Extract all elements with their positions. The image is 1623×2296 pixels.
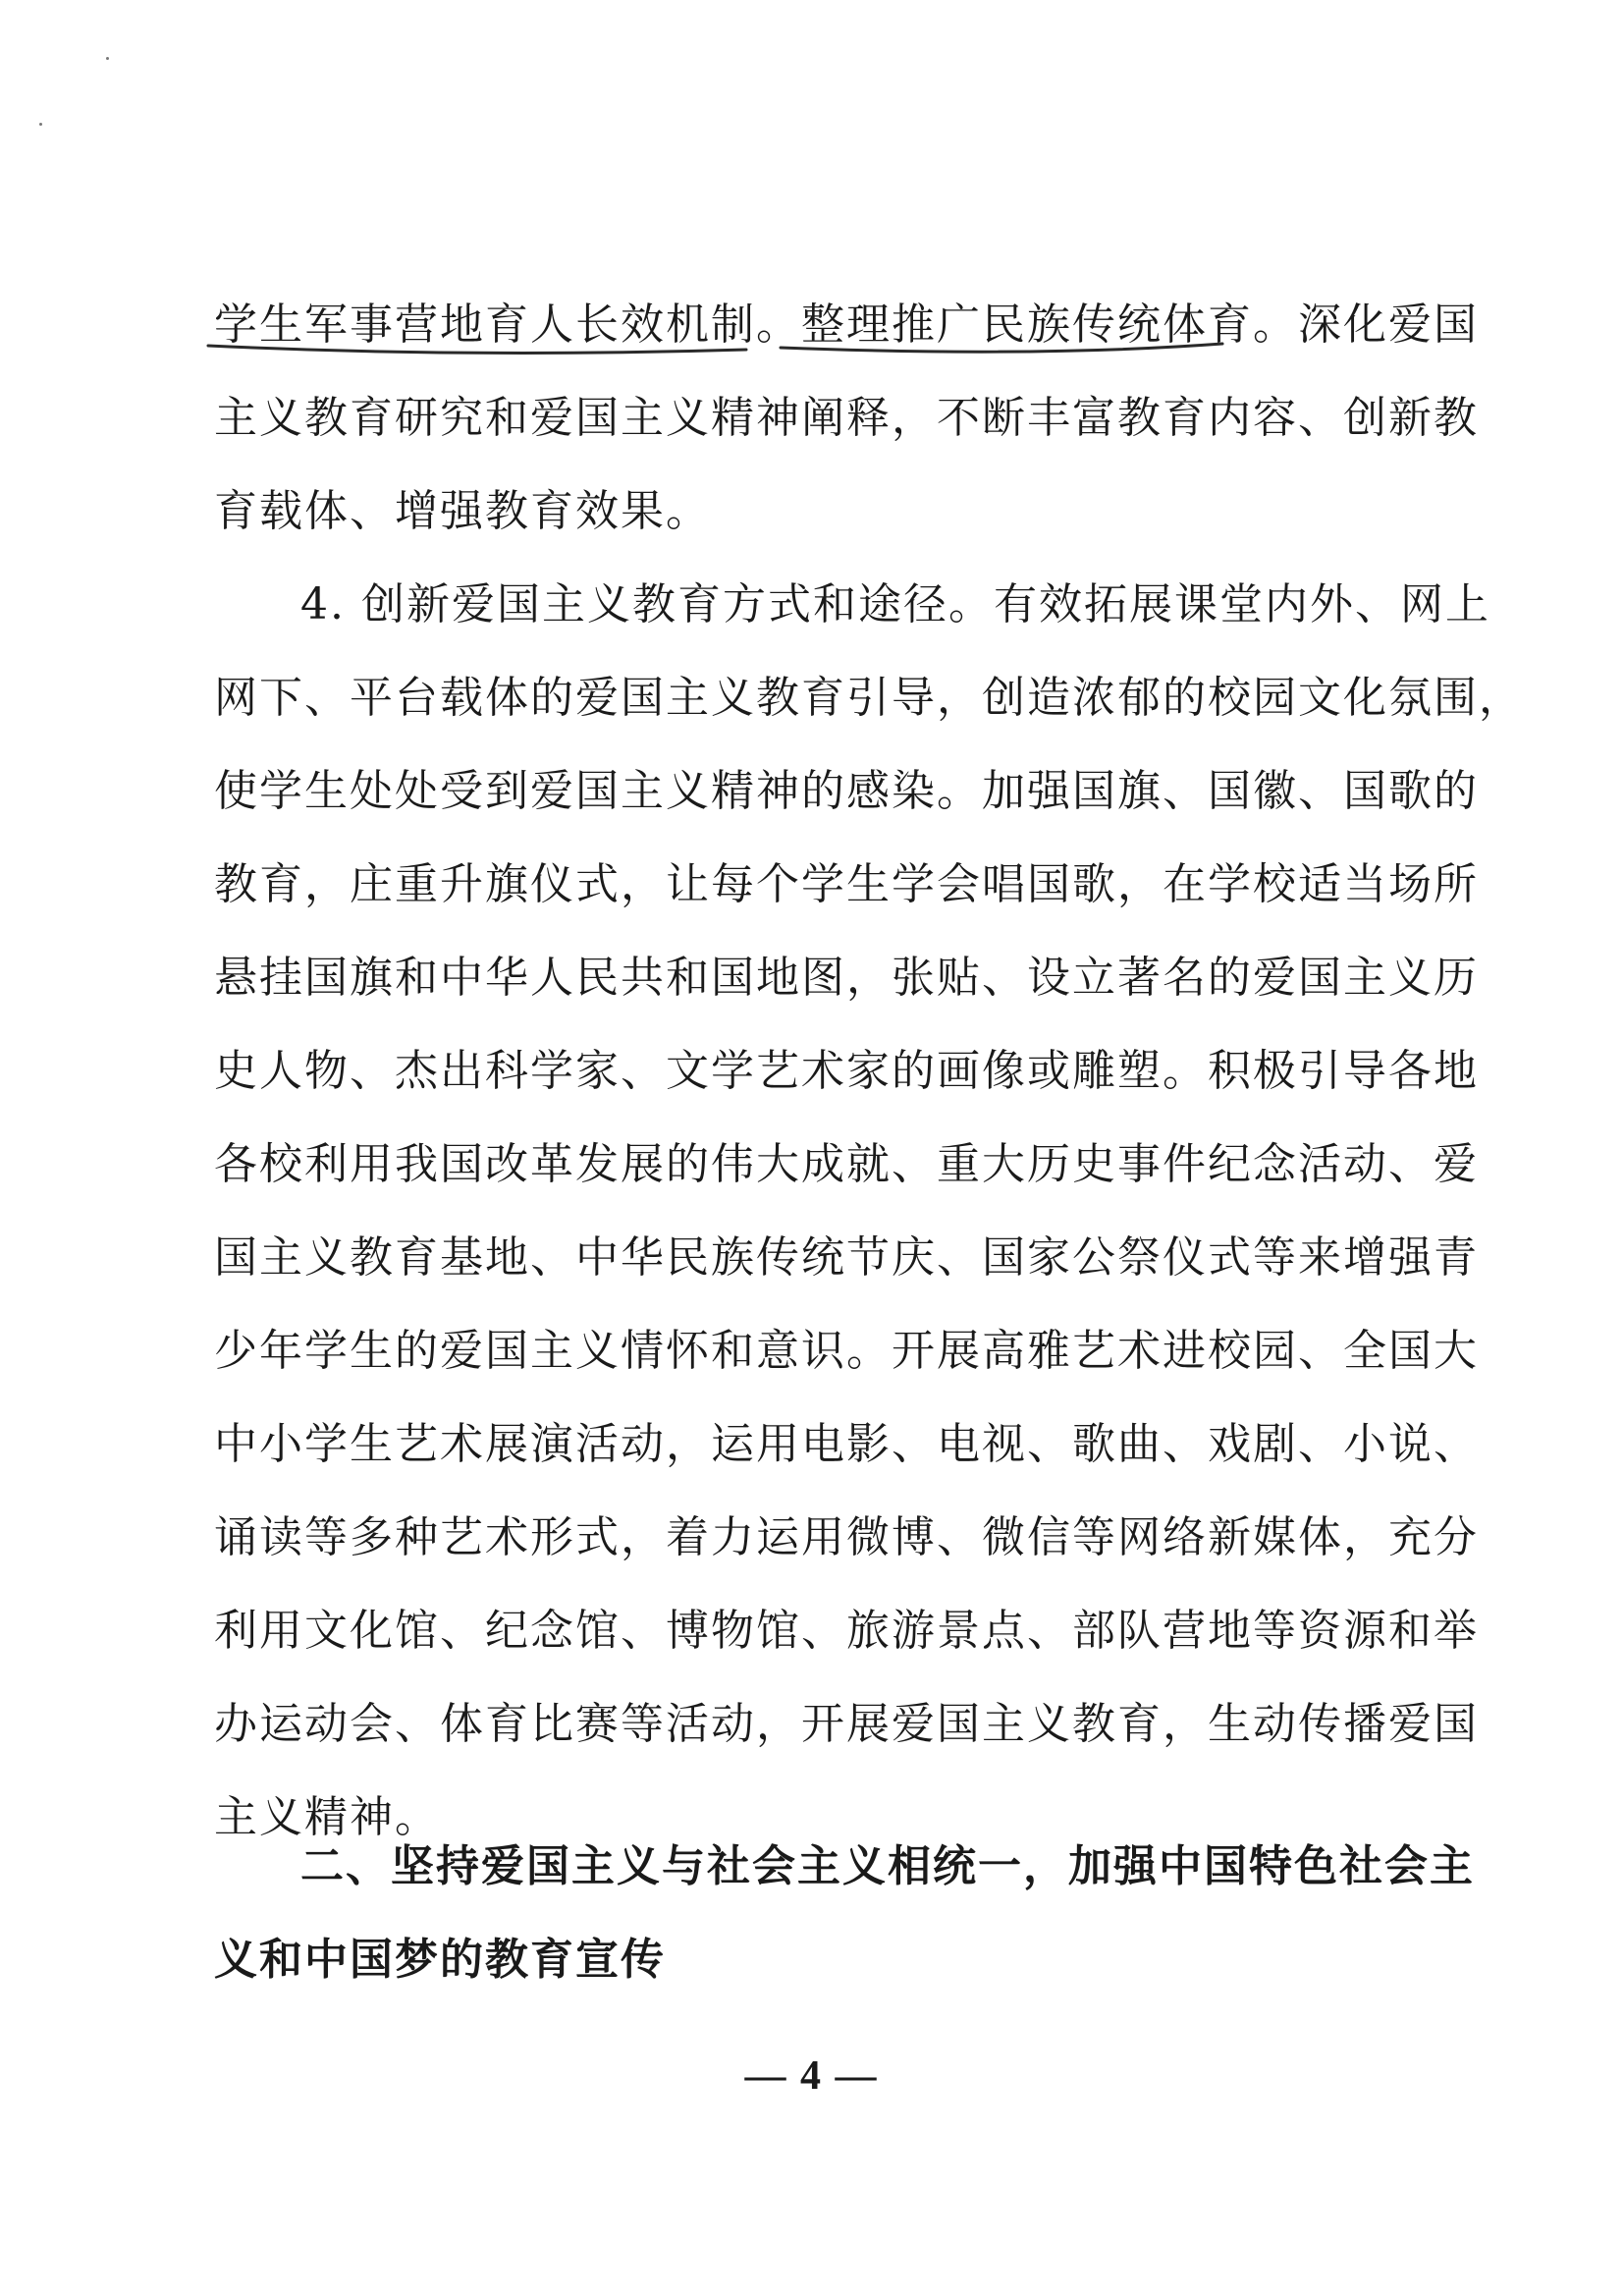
section-heading — [214, 1820, 1475, 2006]
page-number: — 4 — — [744, 2053, 879, 2099]
text-line: 各校利用我国改革发展的伟大成就、重大历史事件纪念活动、爱 — [214, 1139, 1479, 1189]
text-line: 学生军事营地育人长效机制。整理推广民族传统体育。深化爱国 — [214, 300, 1479, 350]
text-line: 网下、平台载体的爱国主义教育引导，创造浓郁的校园文化氛围， — [214, 673, 1524, 723]
heading-line: 二、坚持爱国主义与社会主义相统一，加强中国特色社会主 — [300, 1841, 1475, 1891]
heading-line: 义和中国梦的教育宣传 — [214, 1935, 666, 1985]
text-line: 诵读等多种艺术形式，着力运用微博、微信等网络新媒体，充分 — [214, 1512, 1479, 1562]
paragraph-continuation — [214, 278, 1479, 558]
text-line: 教育，庄重升旗仪式，让每个学生学会唱国歌，在学校适当场所 — [214, 859, 1479, 909]
text-line: 主义教育研究和爱国主义精神阐释，不断丰富教育内容、创新教 — [214, 393, 1479, 443]
text-line: 4. 创新爱国主义教育方式和途径。有效拓展课堂内外、网上 — [300, 579, 1490, 629]
text-line: 少年学生的爱国主义情怀和意识。开展高雅艺术进校园、全国大 — [214, 1326, 1479, 1376]
text-line: 中小学生艺术展演活动，运用电影、电视、歌曲、戏剧、小说、 — [214, 1419, 1479, 1469]
text-line: 悬挂国旗和中华人民共和国地图，张贴、设立著名的爱国主义历 — [214, 953, 1479, 1003]
text-line: 使学生处处受到爱国主义精神的感染。加强国旗、国徽、国歌的 — [214, 766, 1479, 816]
paragraph-item-4 — [214, 558, 1524, 1864]
text-line: 利用文化馆、纪念馆、博物馆、旅游景点、部队营地等资源和举 — [214, 1606, 1479, 1656]
text-line: 育载体、增强教育效果。 — [214, 486, 711, 536]
text-line: 国主义教育基地、中华民族传统节庆、国家公祭仪式等来增强青 — [214, 1232, 1479, 1283]
text-line: 主义精神。 — [214, 1792, 440, 1842]
scan-speck — [39, 123, 42, 126]
text-line: 史人物、杰出科学家、文学艺术家的画像或雕塑。积极引导各地 — [214, 1046, 1479, 1096]
scan-speck — [106, 57, 109, 60]
text-line: 办运动会、体育比赛等活动，开展爱国主义教育，生动传播爱国 — [214, 1699, 1479, 1749]
